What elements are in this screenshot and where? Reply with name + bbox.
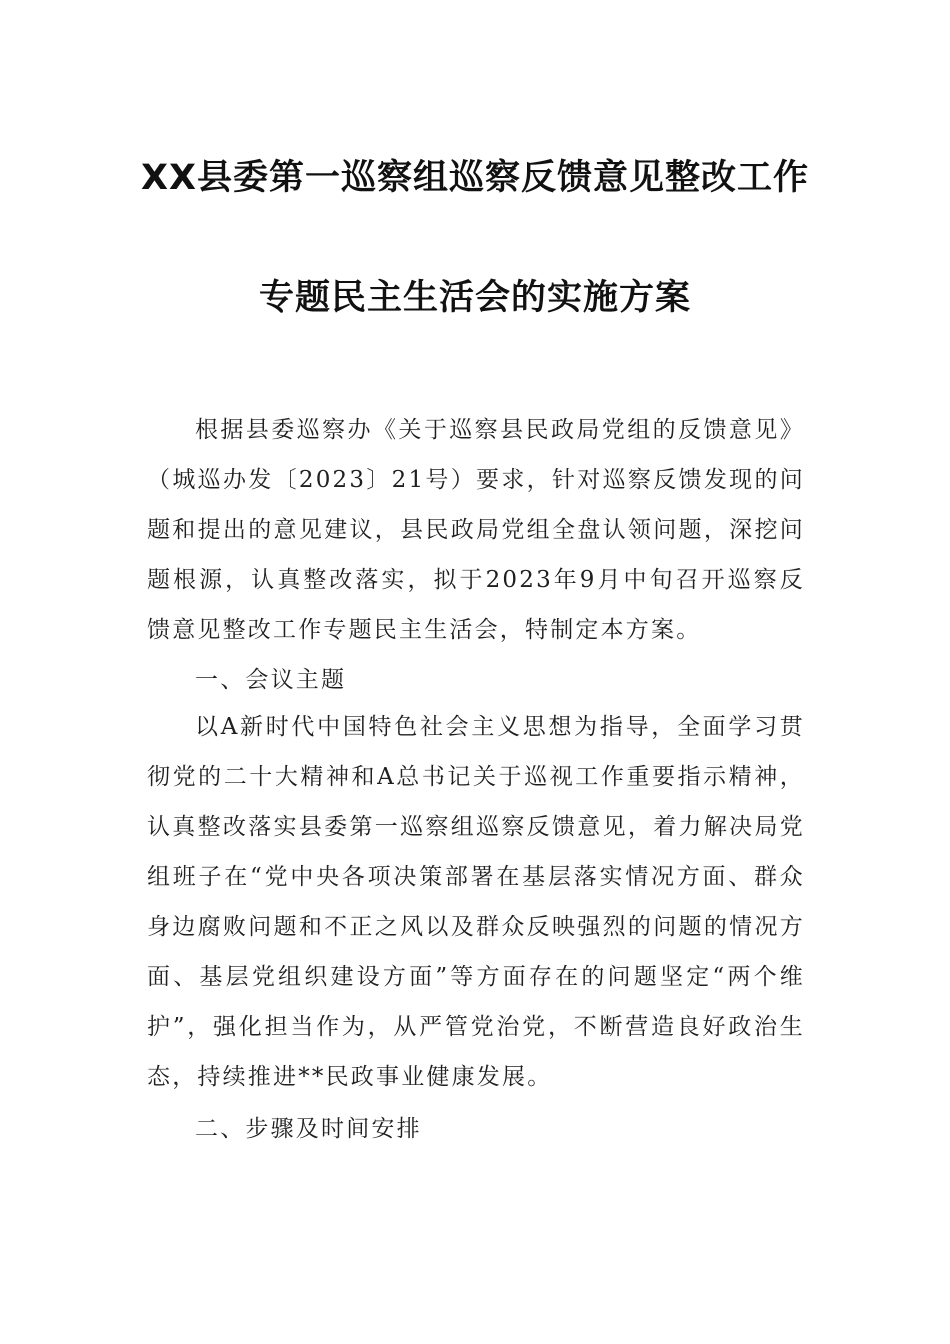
section-heading-meeting-theme: 一、会议主题	[195, 667, 347, 693]
intro-paragraph: 根据县委巡察办《关于巡察县民政局党组的反馈意见》（城巡办发〔2023〕21号）要求，针对巡察反馈发现的问题和提出的意见建议，县民政局党组全盘认领问题，深挖问题根源，认真整改落实，拟于2023年9月中旬召开巡察反馈意见整改工作专题民主生活会，特制定本方案。	[147, 417, 805, 643]
document-title-line-1: XX县委第一巡察组巡察反馈意见整改工作	[141, 158, 809, 198]
section-heading-steps-schedule: 二、步骤及时间安排	[195, 1116, 422, 1142]
document-title-line-2: 专题民主生活会的实施方案	[258, 278, 691, 318]
meeting-theme-paragraph: 以A新时代中国特色社会主义思想为指导，全面学习贯彻党的二十大精神和A总书记关于巡视工作重要指示精神，认真整改落实县委第一巡察组巡察反馈意见，着力解决局党组班子在“党中央各项决策部署在基层落实情况方面、群众身边腐败问题和不正之风以及群众反映强烈的问题的情况方面、基层党组织建设方面”等方面存在的问题坚定“两个维护”，强化担当作为，从严管党治党，不断营造良好政治生态，持续推进**民政事业健康发展。	[147, 714, 805, 1090]
